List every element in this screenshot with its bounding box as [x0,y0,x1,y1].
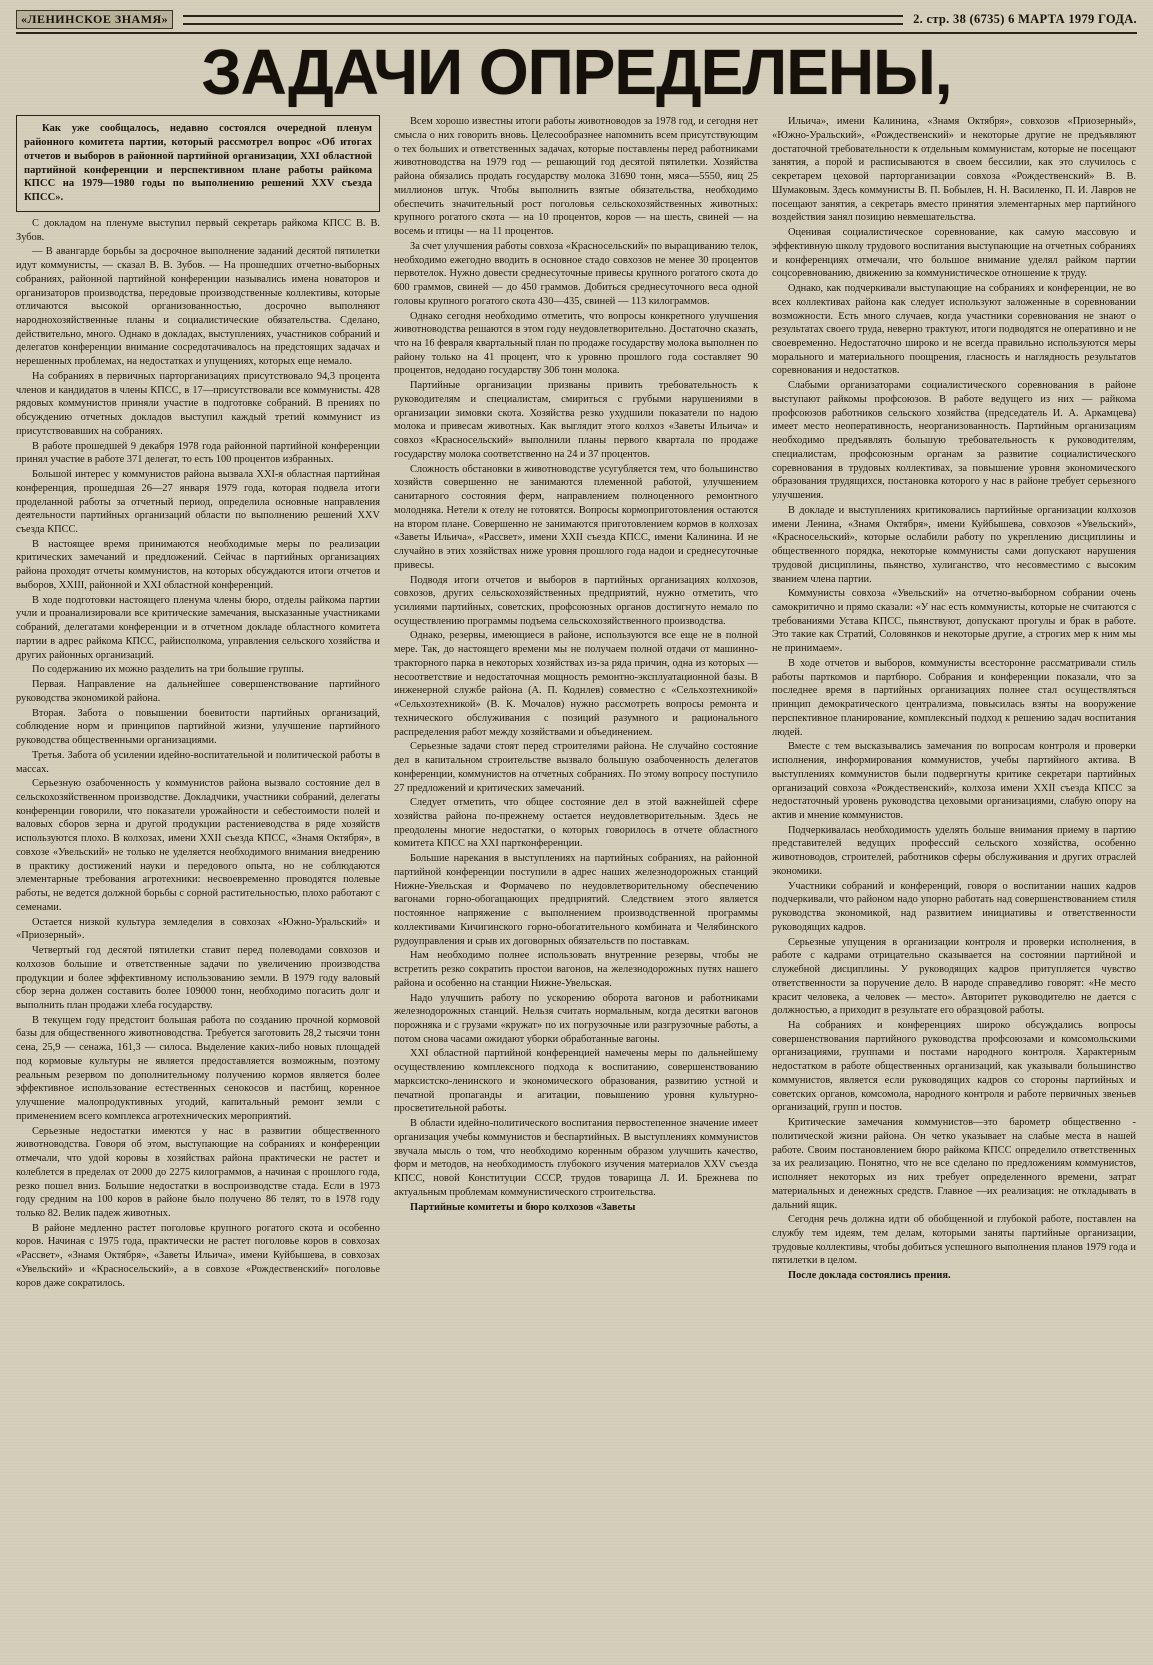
paragraph: В ходе подготовки настоящего пленума члены бюро, отделы райкома партии учли и проанализировали все критические замечания, высказанные участниками собраний, делегатами конференции и в отчетном докладе областного комитета партии в адрес райкома КПСС, райисполкома, управления сельского хозяйства и других районных организаций. [16,594,380,661]
paragraph: Надо улучшить работу по ускорению оборота вагонов и работниками железнодорожных станций. Нельзя считать нормальным, когда десятки вагонов порожняка и с грузами «кружат» по их погрузочные или разгрузочные работы, а потом снова часами ожидают уборки обработанные вагоны. [394,992,758,1045]
paragraph: На собраниях в первичных парторганизациях присутствовало 94,3 процента членов и кандидатов в члены КПСС, в 17—присутствовали все коммунисты. 428 рядовых коммунистов приняли участие в подготовке собраний. В прениях по обсуждению отчетных докладов выступил каждый третий коммунист из присутствовавших на собраниях. [16,370,380,437]
paragraph: Вторая. Забота о повышении боевитости партийных организаций, соблюдение норм и принципов партийной жизни, улучшение партийного руководства общественными организациями. [16,707,380,747]
paragraph: Подводя итоги отчетов и выборов в партийных организациях колхозов, совхозов, других сельскохозяйственных предприятий, нужно отметить, что усилиями партийных, советских, профсоюзных органов достигнуто немало по осуществлению программы подъема сельскохозяйственного производства. [394,574,758,627]
paragraph: Большие нарекания в выступлениях на партийных собраниях, на районной партийной конференции поступили в адрес наших железнодорожных станций Нижне-Увельская и Формачево по неудовлетворительному обеспечению вагонами горно-обогащающих предприятий. Следствием этого является постоянное напряжение с выполнением производственной программы коллективами Кичигинского горно-обогатительного комбината и Челябинского рудоуправления и срыв их договорных обязательств по поставкам. [394,853,758,947]
paragraph: Однако сегодня необходимо отметить, что вопросы конкретного улучшения животноводства решаются в этом году неудовлетворительно. Достаточно сказать, что на 16 февраля квартальный план по продаже государству молока выполнен по району только на 41 процент, что к уровню прошлого года составляет 90 процентов, недодано государству 306 тонн молока. [394,310,758,377]
paragraph: Большой интерес у коммунистов района вызвала XXI-я областная партийная конференция, прошедшая 26—27 января 1979 года, которая подвела итоги проделанной работы за отчетный период, определила основные направления деятельности партийных организаций области по выполнению решений XXV съезда КПСС. [16,469,380,536]
paragraph: Сложность обстановки в животноводстве усугубляется тем, что большинство хозяйств совершенно не занимаются племенной работой, улучшением санитарного состояния ферм, направлением полноценного ремонтного молодняка. Нетели к отелу не готовятся. Вопросы кормоприготовления остаются на втором плане. Совершенно не занимаются приготовлением кормов в колхозах «Заветы Ильича», «Рассвет», имени XXII съезда КПСС, имени Калинина. И не случайно в этих хозяйствах ниже уровня прошлого года надои и среднесуточные привесы. [394,463,758,571]
column-3 [772,115,1136,1284]
paragraph: Всем хорошо известны итоги работы животноводов за 1978 год, и сегодня нет смысла о них говорить вновь. Целесообразнее напомнить всем присутствующим о тех больших и ответственных задачах, которые поставлены перед работниками животноводства на 1979 год — решающий год десятой пятилетки. Хозяйства района обязались продать государству молока 31690 тонн, мяса—5550, яиц 25 миллионов штук. Чтобы выполнить взятые обязательства, необходимо обеспечить значительный рост поголовья сельскохозяйственных животных: крупного рогатого скота — на 10 процентов, коров — на шесть, свиней — на восемь и птицы — на 11 процентов. [394,116,758,238]
paragraph: По содержанию их можно разделить на три большие группы. [32,664,304,676]
paragraph: Первая. Направление на дальнейшее совершенствование партийного руководства экономикой района. [16,679,380,704]
masthead [16,10,1137,34]
paragraph: Однако, как подчеркивали выступающие на собраниях и конференции, не во всех коллективах района как следует используют заложенные в соревновании возможности. Есть много случаев, когда участники соревнования не знают о результатах своего труда, неверно трактуют, итоги подводятся не оперативно и не своевременно. Недостаточно широко и не всегда правильно используются меры морального и материального поощрения, гласность и наглядность результатов соревнования и недостатков. [772,283,1136,377]
paragraph: — В авангарде борьбы за досрочное выполнение заданий десятой пятилетки идут коммунисты, — сказал В. В. Зубов. — На прошедших отчетно-выборных собраниях, районной партийной конференции назывались имена новаторов и организаторов производства, передовые производственные коллективы, которые отличаются высокой организованностью, досрочно выполняют народнохозяйственные планы и социалистические обязательства. Сделано, действительно, много. Однако в докладах, выступлениях, участников собраний и делегатов конференции внимание сосредотачивалось на предстоящих задачах и нерешенных проблемах, на недостатках и упущениях, которых еще немало. [16,246,380,368]
page-title: ЗАДАЧИ ОПРЕДЕЛЕНЫ, [201,36,952,108]
paragraph: В докладе и выступлениях критиковались партийные организации колхозов имени Ленина, «Знамя Октября», имени Куйбышева, совхозов «Увельский», «Красносельский», которые ослабили работу по укреплению дисциплины и общественного порядка, некоторые коммунисты сами допускают нарушения трудовой дисциплины, пьянство, хулиганство, что несовместимо с высоким званием члена партии. [772,504,1136,585]
paper-name: «ЛЕНИНСКОЕ ЗНАМЯ» [16,10,173,29]
paragraph: Серьезную озабоченность у коммунистов района вызвало состояние дел в сельскохозяйственном производстве. Докладчики, участники собраний, делегаты конференции говорили, что показатели урожайности и себестоимости полей и валовых сборов зерна и другой продукции растениеводства в ряде хозяйств используются плохо. В колхозах, имени XXII съезда КПСС, «Знамя Октября», в совхозе «Увельский» не только не уделяется необходимого внимания внедрению в практику достижений науки и передового опыта, но не соблюдаются элементарные требования агротехники: несвоевременно проводятся полевые работы, не ведется должной борьбы с сорной растительностью, плохо работают с семенами. [16,778,380,913]
paragraph: В работе прошедшей 9 декабря 1978 года районной партийной конференции принял участие в работе 371 делегат, то есть 100 процентов избранных. [16,440,380,466]
column-tail: После доклада состоялись прения. [788,1270,951,1282]
issue-line: 2. стр. 38 (6735) 6 МАРТА 1979 ГОДА. [913,12,1137,26]
paragraph: За счет улучшения работы совхоза «Красносельский» по выращиванию телок, необходимо ежегодно вводить в основное стадо совхозов не менее 30 процентов первотелок. Нужно довести среднесуточные привесы крупного рогатого скота до 600 граммов, свиней — до 450 граммов. Добиться среднесуточного веса одной головы крупного рогатого скота 430—435, свиней — 113 килограммов. [394,240,758,307]
paragraph: Серьезные недостатки имеются у нас в развитии общественного животноводства. Говоря об этом, выступающие на собраниях и конференции отмечали, что удой коровы в хозяйствах района практически не растет и колеблется в пределах от 2000 до 2275 килограммов, а начиная с прошлого года, резко пошел вниз. Большие недостатки в воспроизводстве стада. Если в 1973 году средним на 100 коров в районе было получено 86 телят, то в 1978 году только 82. Велик падеж животных. [16,1125,380,1219]
paragraph: В текущем году предстоит большая работа по созданию прочной кормовой базы для общественного животноводства. Требуется заготовить 28,2 тысячи тонн сена, 25,9 — сенажа, 161,3 — силоса. Выделение каких-либо новых площадей под кормовые культуры не является предоставляется возможным, поэтому реальным резервом по дополнительному получению кормов является более эффективное использование естественных сенокосов и пастбищ, коренное улучшение малопродуктивных угодий, капитальный ремонт земли с применением всего комплекса агротехнических мероприятий. [16,1014,380,1122]
paragraph: Следует отметить, что общее состояние дел в этой важнейшей сфере хозяйства района по-прежнему остается неудовлетворительным. Здесь не преодолены многие недостатки, о которых говорилось в отчете областного комитета КПСС на XXI партконференции. [394,797,758,850]
paragraph: Подчеркивалась необходимость уделять больше внимания приему в партию представителей ведущих профессий сельского хозяйства, особенно животноводов, строителей, работников сферы обслуживания и других отраслей экономики. [772,824,1136,877]
paragraph: Оценивая социалистическое соревнование, как самую массовую и эффективную школу трудового воспитания выступающие на отчетных собраниях и конференциях отмечали, что большое внимание уделял райком партии соцсоревнованию, движению за коммунистическое отношение к труду. [772,227,1136,280]
paragraph: В ходе отчетов и выборов, коммунисты всесторонне рассматривали стиль работы парткомов и партбюро. Собрания и конференции показали, что за последнее время в партийных организациях полнее стал осуществляться принцип демократического централизма, повысилась взяты на вооружение перспективное планирование, комплексный подход к решению задач воспитания людей. [772,657,1136,738]
paragraph: Сегодня речь должна идти об обобщенной и глубокой работе, поставлен на службу тем идеям, тем делам, которыми заняты партийные организации, трудовые коллективы, чтобы добиться успешного выполнения планов 1979 года и пятилетки в целом. [772,1214,1136,1267]
paragraph: Однако, резервы, имеющиеся в районе, используются все еще не в полной мере. Так, до настоящего времени мы не получаем полной отдачи от машинно-тракторного парка в некоторых хозяйствах из-за ряда причин, одна из которых — несоответствие и недостаточная мощность ремонтно-эксплуатационной базы. В инженерной службе района (А. П. Коднлев) совместно с «Сельхозтехникой» «Сельхозтехникой» (В. К. Мочалов) нужно рассмотреть вопросы ремонта и технического обслуживания с позиций разумного и рационального распределения работ между хозяйствами и объединением. [394,630,758,738]
masthead-rule [183,15,903,25]
paragraph: Третья. Забота об усилении идейно-воспитательной и политической работы в массах. [16,749,380,775]
paragraph: В области идейно-политического воспитания первостепенное значение имеет организация учебы коммунистов и беспартийных. В выступлениях коммунистов звучала мысль о том, что необходимо коренным образом улучшить качество, форм и методов, на необходимость глубокого изучения материалов XXV съезда КПСС, новой Конституции СССР, трудов товарища Л. И. Брежнева по актуальным проблемам коммунистического строительства. [394,1118,758,1198]
paragraph: Нам необходимо полнее использовать внутренние резервы, чтобы не встретить резко сократить простои вагонов, на железнодорожных путях нашего района и особенно на станции Нижне-Увельская. [394,950,758,989]
article-columns [16,115,1137,1291]
lead-paragraph [16,115,380,212]
paragraph: Партийные организации призваны привить требовательность к руководителям и специалистам, смириться с грубыми нарушениями в организации зимовки скота. Хозяйства резко ухудшили показатели по надою молока и привесам животных. Как выглядит этого колхоз «Заветы Ильича» и совхоз «Красносельский» выполнили планы первого квартала по продаже государству молока соответственно на 24 и 37 процентов. [394,380,758,460]
paragraph: Серьезные задачи стоят перед строителями района. Не случайно состояние дел в капитальном строительстве вызвало большую озабоченность делегатов конференции, коммунистов на отчетных собраниях. По этому вопросу поступило 27 предложений и критических замечаний. [394,741,758,794]
column-tail: Партийные комитеты и бюро колхозов «Заветы [410,1201,636,1213]
paragraph: Участники собраний и конференций, говоря о воспитании наших кадров подчеркивали, что районом надо упорно работать над совершенствованием стиля руководства экономикой, над развитием инициативы и ответственности руководящих кадров. [772,880,1136,933]
column-2 [394,115,758,1215]
paragraph: На собраниях и конференциях широко обсуждались вопросы совершенствования партийного руководства профсоюзами и комсомольскими организациями, группами и постами народного контроля. Характерным недостатком в работе общественных организаций, как указывали большинство коммунистов, является если руководящих кадров со стороны партийных и советских органов, комсомола, народного контроля и работе первичных звеньев организаций, групп и постов. [772,1020,1136,1114]
paragraph: Коммунисты совхоза «Увельский» на отчетно-выборном собрании очень самокритично и прямо сказали: «У нас есть коммунисты, которые не считаются с требованиями Устава КПСС, пьянствуют, допускают прогулы и брак в работе. Это такие как Стратий, Соловянков и некоторые другие, а строгих мер к ним мы не принимаем». [772,588,1136,655]
paragraph: Остается низкой культура земледелия в совхозах «Южно-Уральский» и «Приозерный». [16,916,380,942]
paragraph: Слабыми организаторами социалистического соревнования в районе выступают райкомы профсоюзов. В работе ведущего из них — райкома профсоюзов работников сельского хозяйства (председатель И. А. Аркамцева) имеет место неоперативность, неорганизованность. Партийным организациям необходимо предъявлять большую требовательность к руководителям, специалистам, профсоюзным органам за развитие социалистического соревнования в трудовых коллективах, за повышение уровня экономического образования трудящихся, постановка которого у нас в районе требует серьезного улучшения. [772,380,1136,502]
paragraph: В настоящее время принимаются необходимые меры по реализации критических замечаний и предложений. Сейчас в партийных организациях района проходят отчеты коммунистов, на которых обсуждаются итоги отчетов и выборов, XXIII, районной и XXI областной конференций. [16,538,380,591]
paragraph: В районе медленно растет поголовье крупного рогатого скота и особенно коров. Начиная с 1975 года, практически не растет поголовье коров в совхозах «Рассвет», «Знамя Октября», «Заветы Ильича», имени Куйбышева, в совхозах «Увельский» и «Красносельский», а в совхозе «Рождественский» поголовье коров даже сократилось. [16,1222,380,1289]
paragraph: Критические замечания коммунистов—это барометр общественно - политической жизни района. Он четко указывает на слабые места в нашей работе. Своим постановлением бюро райкома КПСС определило ответственных за их реализацию. Понятно, что не все сделано по предложениям коммунистов, исполняет некоторых из них требует определенного времени, затрат материальных и денежных средств. Главное —их реализация: не откладывать в дальний ящик. [772,1117,1136,1211]
paragraph: Ильича», имени Калинина, «Знамя Октября», совхозов «Приозерный», «Южно-Уральский», «Рождественский» и некоторые другие не предъявляют достаточной требовательности к отдельным коммунистам, которые не посещают занятия, а порой и расписываются в своем бессилии, как это случилось с секретарем цеховой парторганизации совхоза «Рождественский» В. В. Шумаковым. Здесь коммунисты В. П. Бобылев, Н. Н. Василенко, П. И. Лавров не посещают занятия, а секретарь вместо принятия элементарных мер партийного воздействия занял позицию невмешательства. [772,116,1136,224]
paragraph: С докладом на пленуме выступил первый секретарь райкома КПСС В. В. Зубов. [16,217,380,243]
column-1 [16,115,380,1291]
paragraph: Вместе с тем высказывались замечания по вопросам контроля и проверки исполнения, информирования коммунистов, учебы партийного актива. В выступлениях коммунистов были подвергнуты критике секретари партийных организаций совхоза «Рождественский», колхоза имени XXII съезда КПСС за недостаточный уровень руководства цеховыми организациями, слабую опору на актив и мнение коммунистов. [772,741,1136,821]
paragraph: Четвертый год десятой пятилетки ставит перед полеводами совхозов и колхозов большие и ответственные задачи по увеличению производства продукции и более эффективному использованию земли. В 1979 году валовый сбор зерна должен составить более 109000 тонн, необходимо погасить долг и выполнить план продажи хлеба государству. [16,945,380,1011]
lead-text: Как уже сообщалось, недавно состоялся очередной пленум районного комитета партии, который рассмотрел вопрос «Об итогах отчетов и выборов в районной партийной организации, XXI областной партийной конференции и перспективном плане работы райкома КПСС на 1979—1980 годы по выполнению решений XXV съезда КПСС». [24,123,372,204]
paragraph: XXI областной партийной конференцией намечены меры по дальнейшему осуществлению комплексного подхода к воспитанию, совершенствованию марксистско-ленинского и экономического образования, развитию устной и печатной пропаганды и агитации, повышению уровня культурно-просветительной работы. [394,1048,758,1115]
paragraph: Серьезные упущения в организации контроля и проверки исполнения, в работе с кадрами отрицательно сказывается на состоянии партийной и служебной дисциплины. У руководящих кадров притупляется чувство ответственности за поручение дело. В народе справедливо говорят: «Не место красит человека, а человек — место». Авторитет руководителю не дается с должностью, а приходит в результате его образцовой работы. [772,936,1136,1017]
